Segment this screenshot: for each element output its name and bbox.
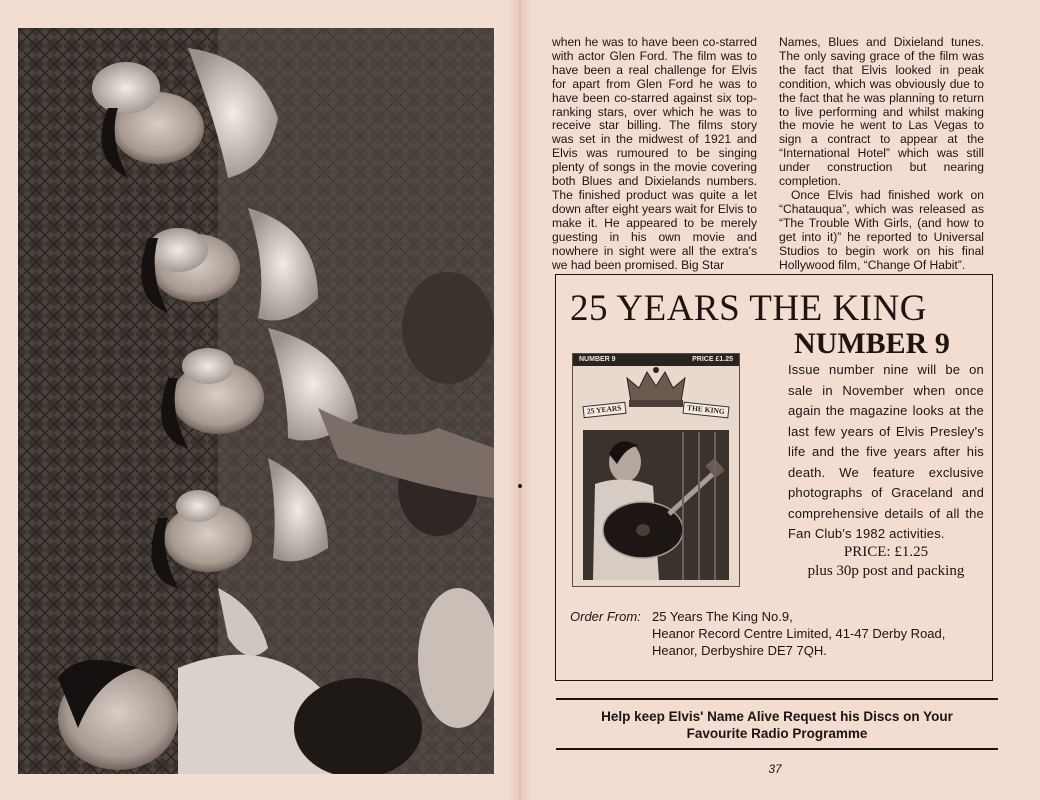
- ad-postage: plus 30p post and packing: [807, 563, 965, 579]
- banner-line: Favourite Radio Programme: [686, 726, 868, 741]
- ad-subtitle: NUMBER 9: [794, 327, 950, 360]
- film-still-illustration: [18, 28, 494, 774]
- page-number: 37: [768, 762, 782, 776]
- film-still-photo: [18, 28, 494, 774]
- magazine-advertisement: [555, 274, 993, 681]
- article-paragraph: when he was to have been co-starred with actor Glen Ford. The film was to have been a real challenge for Elvis for apart from Glen Ford he was to have been co-starred against six top-ranking stars, over which he was to receive star billing. The films story was set in the midwest of 1921 and Elvis was rumoured to be singing plenty of songs in the movie covering both Blues and Dixielands numbers. The finished product was quite a let down after eight years wait for Elvis to make it. He appeared to be merely guesting in his own movie and nowhere in sight were all the extra's we had been promised. Big Star: [552, 35, 757, 272]
- page-gutter: [508, 0, 532, 800]
- ad-title: 25 YEARS THE KING: [570, 288, 927, 329]
- ad-description: Issue number nine will be on sale in November when once again the magazine looks at the last few years of Elvis Presley's life and the five years after his death. We feature exclusive photographs of Graceland and comprehensive details of all the Fan Club's 1982 activities.: [788, 362, 984, 541]
- banner-rule-top: [556, 698, 998, 700]
- article-column-2: [779, 36, 984, 272]
- order-label: Order From:: [570, 609, 641, 624]
- article-paragraph: Names, Blues and Dixieland tunes. The only saving grace of the film was the fact that Elvis looked in peak condition, which was obviously due to the fact that he was planning to return to live performing and whilst making the movie he went to Las Vegas to sign a contract to appear at the “International Hotel” which was still under construction but nearing completion.: [779, 35, 984, 189]
- cover-price: PRICE £1.25: [692, 356, 733, 363]
- radio-request-banner: [556, 708, 998, 742]
- article-paragraph: Once Elvis had finished work on “Chatauqua”, which was released as “The Trouble With Girls, (and how to get into it)” he reported to Universal Studios to begin work on his final Hollywood film, “Change Of Habit”.: [779, 187, 984, 272]
- order-address-line: Heanor, Derbyshire DE7 7QH.: [652, 643, 827, 658]
- cover-issue-number: NUMBER 9: [579, 356, 616, 363]
- banner-line: Help keep Elvis' Name Alive Request his Discs on Your: [601, 709, 953, 724]
- cover-ribbon-right: THE KING: [683, 402, 730, 419]
- cover-ribbon-left: 25 YEARS: [582, 402, 626, 418]
- article-column-1: [552, 36, 757, 272]
- order-address-line: 25 Years The King No.9,: [652, 609, 793, 624]
- order-address-line: Heanor Record Centre Limited, 41-47 Derby Road,: [652, 626, 946, 641]
- cover-illustration: [573, 354, 739, 586]
- banner-rule-bottom: [556, 748, 998, 750]
- magazine-cover-image: [572, 353, 740, 587]
- binding-mark: [518, 484, 522, 488]
- ad-price: PRICE: £1.25: [843, 544, 929, 560]
